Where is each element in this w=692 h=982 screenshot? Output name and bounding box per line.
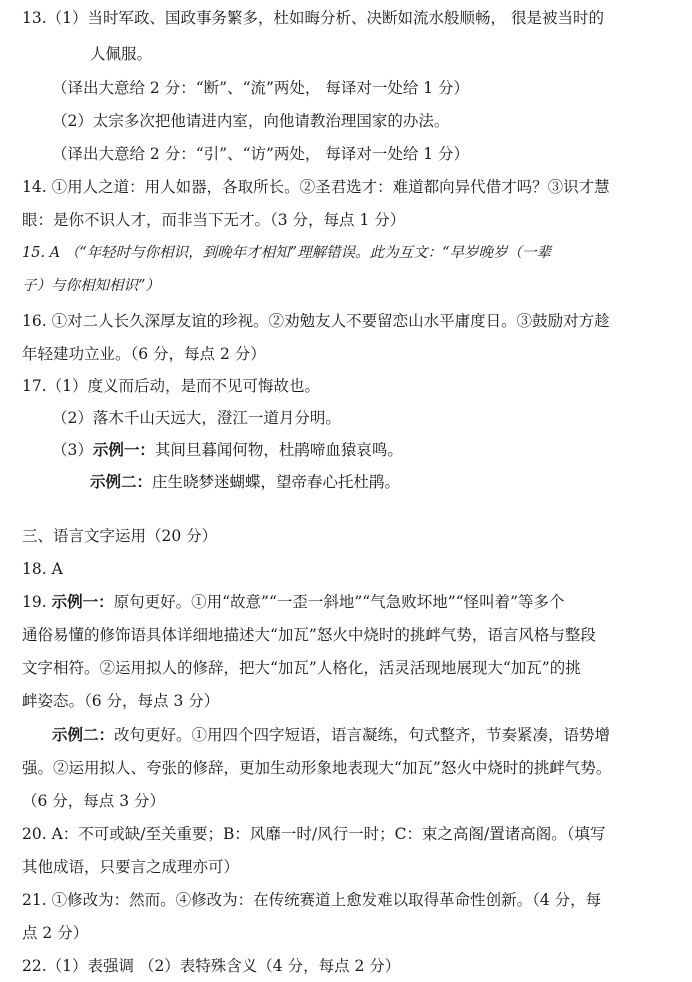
answer-22: 22.（1）表强调 （2）表特殊含义（4 分，每点 2 分） <box>22 957 401 975</box>
section-3-heading: 三、语言文字运用（20 分） <box>22 527 218 545</box>
answer-20-line1: 20. A：不可或缺/至关重要；B：风靡一时/风行一时；C：束之高阁/置诸高阁。（填写 <box>22 825 606 843</box>
answer-13-2-scoring-note: （译出大意给 2 分：“引”、“访”两处， 每译对一处给 1 分） <box>52 145 470 163</box>
answer-13-1-scoring-note: （译出大意给 2 分：“断”、“流”两处， 每译对一处给 1 分） <box>52 79 470 97</box>
answer-17-3-example2-text: 庄生晓梦迷蝴蝶，望帝春心托杜鹃。 <box>152 473 401 491</box>
answer-19-prefix: 19. <box>22 593 52 611</box>
example-two-label: 示例二： <box>52 725 115 744</box>
answer-16-line1: 16. ①对二人长久深厚友谊的珍视。②劝勉友人不要留恋山水平庸度日。③鼓励对方趁 <box>22 312 610 330</box>
answer-14-line2: 眼：是你不识人才，而非当下无才。（3 分，每点 1 分） <box>22 211 406 229</box>
answer-19-example2-line1 <box>52 725 610 745</box>
answer-17-2: （2）落木千山天远大，澄江一道月分明。 <box>52 409 341 427</box>
example-one-label: 示例一： <box>51 592 114 611</box>
answer-18: 18. A <box>22 560 63 578</box>
answer-19-example2-line3: （6 分，每点 3 分） <box>22 792 166 810</box>
answer-17-3-prefix: （3） <box>52 441 93 459</box>
answer-19-example1-line3: 文字相符。②运用拟人的修辞，把大“加瓦”人格化，活灵活现地展现大“加瓦”的挑 <box>22 659 581 677</box>
answer-20-line2: 其他成语，只要言之成理亦可） <box>22 858 240 876</box>
answer-21-line2: 点 2 分） <box>22 924 89 942</box>
answer-17-3-example1 <box>52 440 403 460</box>
example-two-label: 示例二： <box>90 472 153 491</box>
answer-14-line1: 14. ①用人之道：用人如器，各取所长。②圣君选才：难道都向异代借才吗？③识才慧 <box>22 178 610 196</box>
answer-13-1-line2: 人佩服。 <box>90 45 153 63</box>
answer-19-example2-text: 改句更好。①用四个四字短语，语言凝练，句式整齐，节奏紧凑，语势增 <box>114 726 611 744</box>
answer-19-example1-line1 <box>22 592 565 612</box>
example-one-label: 示例一： <box>92 440 155 459</box>
answer-16-line2: 年轻建功立业。（6 分，每点 2 分） <box>22 345 266 363</box>
answer-17-1: 17.（1）度义而后动，是而不见可悔故也。 <box>22 377 321 395</box>
answer-19-example1-line2: 通俗易懂的修饰语具体详细地描述大“加瓦”怒火中烧时的挑衅气势，语言风格与整段 <box>22 626 596 644</box>
answer-17-3-example1-text: 其间旦暮闻何物，杜鹃啼血猿哀鸣。 <box>154 441 403 459</box>
answer-13-1-line1: 13.（1）当时军政、国政事务繁多，杜如晦分析、决断如流水般顺畅， 很是被当时的 <box>22 9 604 27</box>
answer-13-2: （2）太宗多次把他请进内室，向他请教治理国家的办法。 <box>52 112 450 130</box>
answer-19-example1-line4: 衅姿态。（6 分，每点 3 分） <box>22 692 220 710</box>
answer-15-line1: 15. A （“年轻时与你相识，到晚年才相知”理解错误。此为互文：“早岁晚岁（一辈 <box>22 245 551 261</box>
answer-21-line1: 21. ①修改为：然而。④修改为：在传统赛道上愈发难以取得革命性创新。（4 分，每 <box>22 891 602 909</box>
answer-19-example2-line2: 强。②运用拟人、夸张的修辞，更加生动形象地表现大“加瓦”怒火中烧时的挑衅气势。 <box>22 759 612 777</box>
answer-17-3-example2 <box>90 472 400 492</box>
answer-15-line2: 子）与你相知相识”） <box>22 278 160 294</box>
answer-19-example1-text: 原句更好。①用“故意”“一歪一斜地”“气急败坏地”“怪叫着”等多个 <box>113 593 565 611</box>
